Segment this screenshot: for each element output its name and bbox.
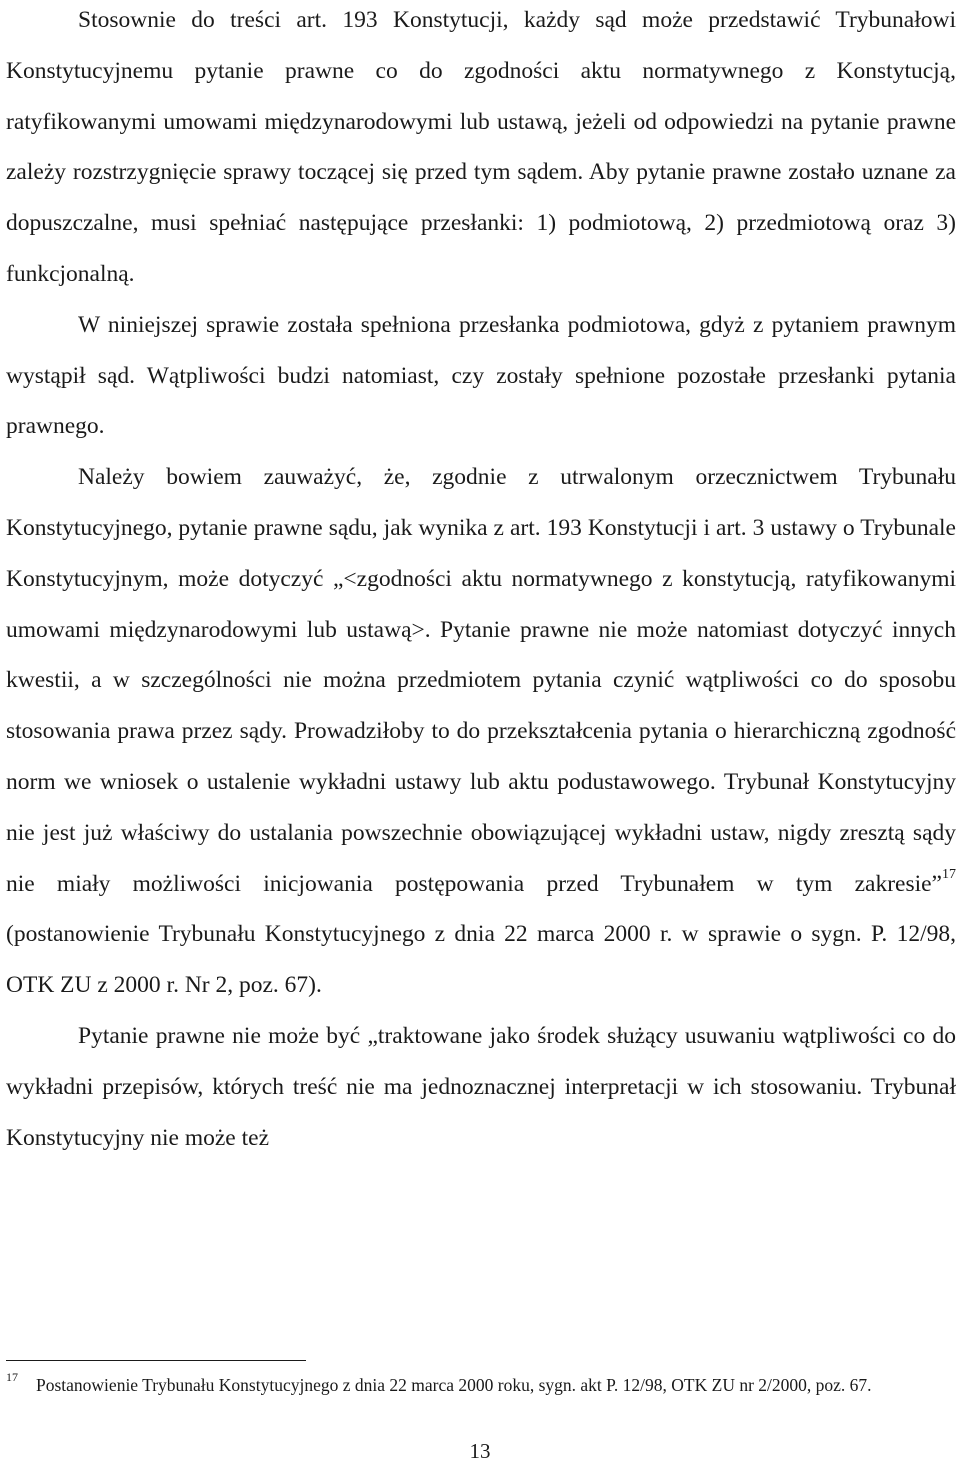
footnote-reference[interactable]: 17 xyxy=(942,866,956,882)
paragraph-3-text: Należy bowiem zauważyć, że, zgodnie z utrwalonym orzecznictwem Trybunału Konstytucyjnego, pytanie prawne sądu, jak wynika z art. 193 Konstytucji i art. 3 ustawy o Trybunale Konstytucyjnym, może dotyczyć „<zgodności aktu normatywnego z konstytucją, ratyfikowanymi umowami międzynarodowymi lub ustawą>. Pytanie prawne nie może natomiast dotyczyć innych kwestii, a w szczególności nie można przedmiotem pytania czynić wątpliwości co do sposobu stosowania prawa przez sądy. Prowadziłoby to do przekształcenia pytania o hierarchiczną zgodność norm we wniosek o ustalenie wykładni ustawy lub aktu podustawowego. Trybunał Konstytucyjny nie jest już właściwy do ustalania powszechnie obowiązującej wykładni ustaw, nigdy zresztą sądy nie miały możliwości inicjowania postępowania przed Trybunałem w tym zakresie” xyxy=(6,464,956,897)
paragraph-3 xyxy=(6,452,956,1011)
paragraph-4: Pytanie prawne nie może być „traktowane jako środek służący usuwaniu wątpliwości co do wykładni przepisów, których treść nie ma jednoznacznej interpretacji w ich stosowaniu. Trybunał Konstytucyjny nie może też xyxy=(6,1022,956,1151)
footnote xyxy=(6,1372,956,1399)
footnote-text: Postanowienie Trybunału Konstytucyjnego z dnia 22 marca 2000 roku, sygn. akt P. 12/98, OTK ZU nr 2/2000, poz. 67. xyxy=(36,1375,872,1395)
paragraph-2: W niniejszej sprawie została spełniona przesłanka podmiotowa, gdyż z pytaniem prawnym wystąpił sąd. Wątpliwości budzi natomiast, czy zostały spełnione pozostałe przesłanki pytania prawnego. xyxy=(6,311,956,440)
paragraph-3-text-continued: (postanowienie Trybunału Konstytucyjnego z dnia 22 marca 2000 r. w sprawie o sygn. P. 12/98, OTK ZU z 2000 r. Nr 2, poz. 67). xyxy=(6,921,956,999)
footnote-separator xyxy=(6,1360,306,1361)
paragraph-1: Stosownie do treści art. 193 Konstytucji, każdy sąd może przedstawić Trybunałowi Konstytucyjnemu pytanie prawne co do zgodności aktu normatywnego z Konstytucją, ratyfikowanymi umowami międzynarodowymi lub ustawą, jeżeli od odpowiedzi na pytanie prawne zależy rozstrzygnięcie sprawy toczącej się przed tym sądem. Aby pytanie prawne zostało uznane za dopuszczalne, musi spełniać następujące przesłanki: 1) podmiotową, 2) przedmiotową oraz 3) funkcjonalną. xyxy=(6,7,956,287)
page-number: 13 xyxy=(469,1439,491,1463)
footnote-number: 17 xyxy=(6,1370,18,1384)
document-body xyxy=(6,0,956,1163)
